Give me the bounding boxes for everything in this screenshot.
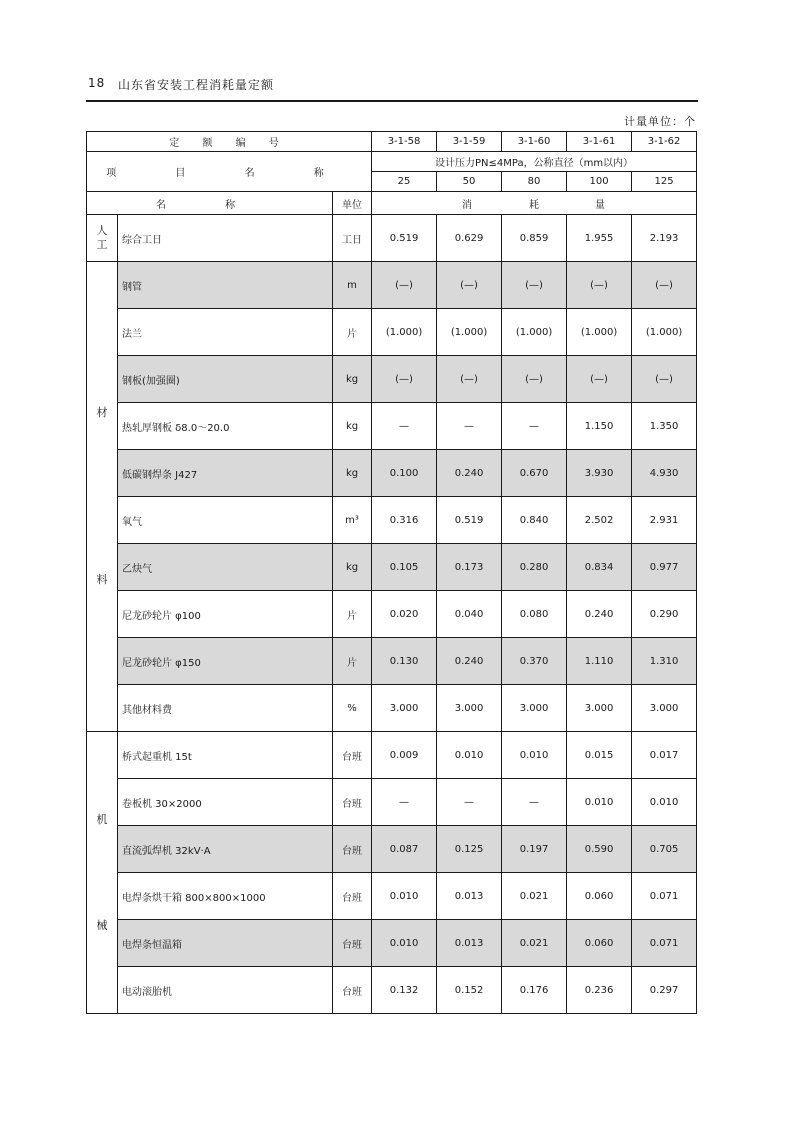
consumption-header — [372, 192, 697, 215]
consumption-value: 2.502 — [567, 497, 632, 544]
consumption-value: 0.015 — [567, 732, 632, 779]
item-unit: 片 — [333, 638, 372, 685]
group-label-char: 材 — [96, 405, 108, 419]
design-condition: 设计压力PN≤4MPa，公称直径（mm以内） — [372, 152, 697, 172]
table-row — [87, 873, 697, 920]
consumption-value: 1.150 — [567, 403, 632, 450]
item-name: 钢板(加强圈) — [118, 356, 333, 403]
consumption-value: 0.173 — [437, 544, 502, 591]
consumption-char: 量 — [595, 200, 606, 211]
consumption-value: 0.859 — [502, 215, 567, 262]
item-unit: 台班 — [333, 920, 372, 967]
consumption-value: 0.370 — [502, 638, 567, 685]
consumption-value: — — [437, 779, 502, 826]
consumption-value: 0.132 — [372, 967, 437, 1014]
item-unit: 片 — [333, 309, 372, 356]
table-row — [87, 450, 697, 497]
consumption-value: 4.930 — [632, 450, 697, 497]
table-row — [87, 497, 697, 544]
consumption-value: 0.240 — [437, 638, 502, 685]
consumption-value: (1.000) — [372, 309, 437, 356]
table-row — [87, 215, 697, 262]
consumption-value: (—) — [372, 356, 437, 403]
consumption-value: 0.280 — [502, 544, 567, 591]
consumption-value: (—) — [437, 356, 502, 403]
item-name: 其他材料费 — [118, 685, 333, 732]
consumption-value: 0.176 — [502, 967, 567, 1014]
consumption-char: 耗 — [529, 200, 540, 211]
table-row — [87, 685, 697, 732]
consumption-value: (1.000) — [502, 309, 567, 356]
consumption-value: 0.071 — [632, 873, 697, 920]
consumption-value: 0.071 — [632, 920, 697, 967]
header-rule — [86, 100, 698, 102]
quota-table — [86, 131, 697, 1014]
quota-code: 3-1-59 — [437, 132, 502, 152]
consumption-value: 0.087 — [372, 826, 437, 873]
consumption-value: 0.021 — [502, 920, 567, 967]
consumption-value: 1.955 — [567, 215, 632, 262]
item-unit: 台班 — [333, 826, 372, 873]
consumption-value: 0.060 — [567, 873, 632, 920]
consumption-value: 0.010 — [632, 779, 697, 826]
unit-column-header: 单位 — [333, 192, 372, 215]
consumption-value: — — [502, 403, 567, 450]
consumption-value: 0.009 — [372, 732, 437, 779]
consumption-value: 0.017 — [632, 732, 697, 779]
consumption-value: 0.125 — [437, 826, 502, 873]
consumption-value: (1.000) — [567, 309, 632, 356]
item-name: 氧气 — [118, 497, 333, 544]
consumption-value: 3.000 — [567, 685, 632, 732]
quota-code: 3-1-60 — [502, 132, 567, 152]
nominal-diameter: 25 — [372, 172, 437, 192]
consumption-value: 0.152 — [437, 967, 502, 1014]
consumption-value: 0.197 — [502, 826, 567, 873]
item-name: 电焊条烘干箱 800×800×1000 — [118, 873, 333, 920]
table-row — [87, 826, 697, 873]
consumption-value: 0.629 — [437, 215, 502, 262]
item-unit: 台班 — [333, 779, 372, 826]
item-name: 尼龙砂轮片 φ150 — [118, 638, 333, 685]
consumption-value: 3.000 — [372, 685, 437, 732]
table-row — [87, 967, 697, 1014]
consumption-value: 2.931 — [632, 497, 697, 544]
table-row — [87, 638, 697, 685]
group-label-char: 料 — [96, 573, 108, 587]
item-name: 电动滚胎机 — [118, 967, 333, 1014]
nominal-diameter: 80 — [502, 172, 567, 192]
item-name: 综合工日 — [118, 215, 333, 262]
group-label-char: 工 — [96, 238, 108, 251]
name-column-header: 名 称 — [87, 192, 333, 215]
consumption-value: 0.013 — [437, 920, 502, 967]
consumption-value: (1.000) — [437, 309, 502, 356]
table-row — [87, 356, 697, 403]
consumption-value: 0.020 — [372, 591, 437, 638]
item-name: 热轧厚钢板 δ8.0～20.0 — [118, 403, 333, 450]
consumption-value: 0.100 — [372, 450, 437, 497]
consumption-value: 0.010 — [437, 732, 502, 779]
consumption-value: 0.010 — [372, 873, 437, 920]
consumption-value: 0.060 — [567, 920, 632, 967]
consumption-value: 0.080 — [502, 591, 567, 638]
consumption-value: (—) — [502, 356, 567, 403]
consumption-value: 3.000 — [502, 685, 567, 732]
item-name-label: 项 目 名 称 — [87, 152, 372, 192]
consumption-value: 0.316 — [372, 497, 437, 544]
item-unit: kg — [333, 544, 372, 591]
consumption-value: 3.000 — [437, 685, 502, 732]
consumption-value: 0.297 — [632, 967, 697, 1014]
group-label-char: 机 — [96, 812, 108, 826]
item-name: 电焊条恒温箱 — [118, 920, 333, 967]
consumption-value: 0.519 — [437, 497, 502, 544]
unit-note: 计量单位：个 — [624, 115, 696, 128]
consumption-value: 0.105 — [372, 544, 437, 591]
page-number: 18 — [88, 76, 106, 90]
quota-code: 3-1-58 — [372, 132, 437, 152]
item-unit: 台班 — [333, 873, 372, 920]
item-name: 卷板机 30×2000 — [118, 779, 333, 826]
consumption-value: — — [372, 403, 437, 450]
consumption-value: 0.670 — [502, 450, 567, 497]
item-unit: 台班 — [333, 967, 372, 1014]
consumption-value: 0.977 — [632, 544, 697, 591]
consumption-value: 0.040 — [437, 591, 502, 638]
consumption-value: (1.000) — [632, 309, 697, 356]
consumption-value: 0.240 — [567, 591, 632, 638]
item-unit: kg — [333, 356, 372, 403]
table-row — [87, 591, 697, 638]
consumption-value: 1.310 — [632, 638, 697, 685]
item-name: 直流弧焊机 32kV·A — [118, 826, 333, 873]
item-unit: 台班 — [333, 732, 372, 779]
item-unit: % — [333, 685, 372, 732]
consumption-value: 0.021 — [502, 873, 567, 920]
item-unit: m³ — [333, 497, 372, 544]
consumption-value: (—) — [502, 262, 567, 309]
consumption-char: 消 — [462, 200, 473, 211]
item-name: 钢管 — [118, 262, 333, 309]
consumption-value: 0.290 — [632, 591, 697, 638]
consumption-value: 0.840 — [502, 497, 567, 544]
nominal-diameter: 100 — [567, 172, 632, 192]
item-unit: kg — [333, 403, 372, 450]
group-label-char: 人 — [96, 224, 108, 237]
consumption-value: (—) — [372, 262, 437, 309]
running-header — [88, 74, 698, 96]
group-label — [87, 732, 118, 1014]
item-unit: 片 — [333, 591, 372, 638]
item-unit: kg — [333, 450, 372, 497]
consumption-value: (—) — [567, 356, 632, 403]
quota-no-label: 定 额 编 号 — [87, 132, 372, 152]
consumption-value: 1.350 — [632, 403, 697, 450]
consumption-value: 0.010 — [567, 779, 632, 826]
item-name: 乙炔气 — [118, 544, 333, 591]
quota-code: 3-1-61 — [567, 132, 632, 152]
consumption-value: 0.130 — [372, 638, 437, 685]
consumption-value: 0.834 — [567, 544, 632, 591]
group-label-char: 械 — [96, 918, 108, 932]
consumption-value: (—) — [567, 262, 632, 309]
consumption-value: — — [372, 779, 437, 826]
item-name: 低碳钢焊条 J427 — [118, 450, 333, 497]
quota-code: 3-1-62 — [632, 132, 697, 152]
group-label — [87, 262, 118, 732]
consumption-value: 0.590 — [567, 826, 632, 873]
group-label — [87, 215, 118, 262]
consumption-value: (—) — [632, 262, 697, 309]
nominal-diameter: 125 — [632, 172, 697, 192]
consumption-value: 0.519 — [372, 215, 437, 262]
item-name: 法兰 — [118, 309, 333, 356]
consumption-value: 0.010 — [502, 732, 567, 779]
consumption-value: (—) — [632, 356, 697, 403]
consumption-value: 3.000 — [632, 685, 697, 732]
nominal-diameter: 50 — [437, 172, 502, 192]
item-unit: 工日 — [333, 215, 372, 262]
consumption-value: 2.193 — [632, 215, 697, 262]
table-row — [87, 920, 697, 967]
consumption-value: — — [437, 403, 502, 450]
consumption-value: 1.110 — [567, 638, 632, 685]
consumption-value: 0.013 — [437, 873, 502, 920]
table-row — [87, 403, 697, 450]
table-row — [87, 779, 697, 826]
consumption-value: (—) — [437, 262, 502, 309]
consumption-value: 3.930 — [567, 450, 632, 497]
consumption-value: — — [502, 779, 567, 826]
item-name: 尼龙砂轮片 φ100 — [118, 591, 333, 638]
table-row — [87, 262, 697, 309]
consumption-value: 0.705 — [632, 826, 697, 873]
item-unit: m — [333, 262, 372, 309]
table-row — [87, 309, 697, 356]
table-row — [87, 544, 697, 591]
item-name: 桥式起重机 15t — [118, 732, 333, 779]
table-row — [87, 732, 697, 779]
consumption-value: 0.010 — [372, 920, 437, 967]
consumption-value: 0.240 — [437, 450, 502, 497]
consumption-value: 0.236 — [567, 967, 632, 1014]
book-title: 山东省安装工程消耗量定额 — [118, 78, 275, 92]
